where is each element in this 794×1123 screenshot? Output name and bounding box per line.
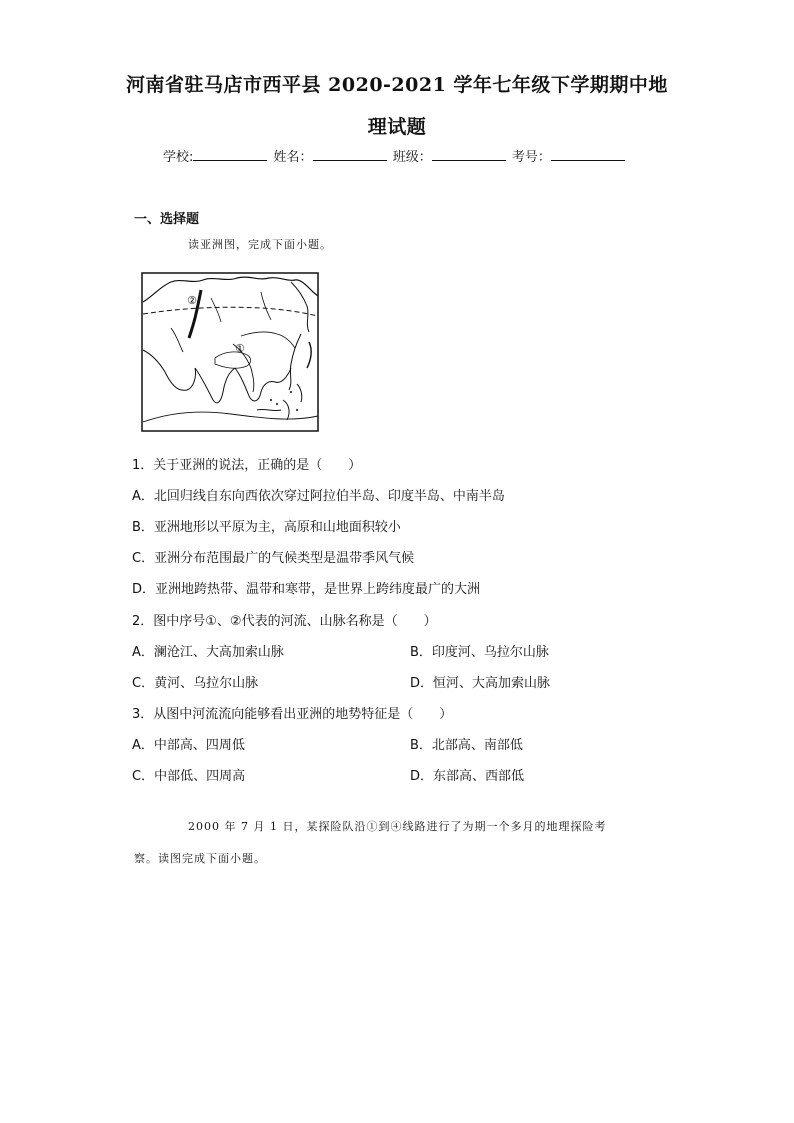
school-label: 学校: <box>163 150 194 165</box>
number-blank <box>551 148 625 161</box>
name-label: 姓名： <box>273 150 313 165</box>
q3-option-b: B．北部高、南部低 <box>410 738 523 753</box>
asia-map-image <box>141 272 319 432</box>
exam-title-line2: 理试题 <box>367 116 427 138</box>
exam-title-line1: 河南省驻马店市西平县 2020-2021 学年七年级下学期期中地 <box>126 74 668 96</box>
class-label: 班级： <box>392 150 432 165</box>
section2-intro-line1: 2000 年 7 月 1 日，某探险队沿①到④线路进行了为期一个多月的地理探险考 <box>188 820 607 833</box>
q2-option-d: D．恒河、大高加索山脉 <box>410 676 551 691</box>
name-blank <box>313 148 387 161</box>
q3-option-c: C．中部低、四周高 <box>132 769 246 784</box>
q1-stem: 1．关于亚洲的说法，正确的是（ ） <box>132 458 362 473</box>
q1-option-a: A．北回归线自东向西依次穿过阿拉伯半岛、印度半岛、中南半岛 <box>132 489 505 504</box>
map-marker-1: ① <box>235 342 245 355</box>
q2-option-c: C．黄河、乌拉尔山脉 <box>132 676 259 691</box>
q1-option-c: C．亚洲分布范围最广的气候类型是温带季风气候 <box>132 551 415 566</box>
q2-option-a: A．澜沧江、大高加索山脉 <box>132 645 284 660</box>
q3-stem: 3．从图中河流流向能够看出亚洲的地势特征是（ ） <box>132 707 453 722</box>
q3-option-a: A．中部高、四周低 <box>132 738 245 753</box>
q2-stem: 2．图中序号①、②代表的河流、山脉名称是（ ） <box>132 614 437 629</box>
map-marker-2: ② <box>187 294 197 307</box>
school-blank <box>193 148 267 161</box>
section1-intro: 读亚洲图，完成下面小题。 <box>188 238 332 251</box>
q2-option-b: B．印度河、乌拉尔山脉 <box>410 645 549 660</box>
number-label: 考号： <box>511 150 551 165</box>
section2-intro-line2: 察。读图完成下面小题。 <box>134 852 266 865</box>
student-info-row <box>163 146 627 165</box>
q1-option-d: D．亚洲地跨热带、温带和寒带，是世界上跨纬度最广的大洲 <box>132 582 481 597</box>
q3-option-d: D．东部高、西部低 <box>410 769 525 784</box>
section-heading-choice: 一、选择题 <box>134 212 200 227</box>
class-blank <box>432 148 506 161</box>
q1-option-b: B．亚洲地形以平原为主，高原和山地面积较小 <box>132 520 401 535</box>
